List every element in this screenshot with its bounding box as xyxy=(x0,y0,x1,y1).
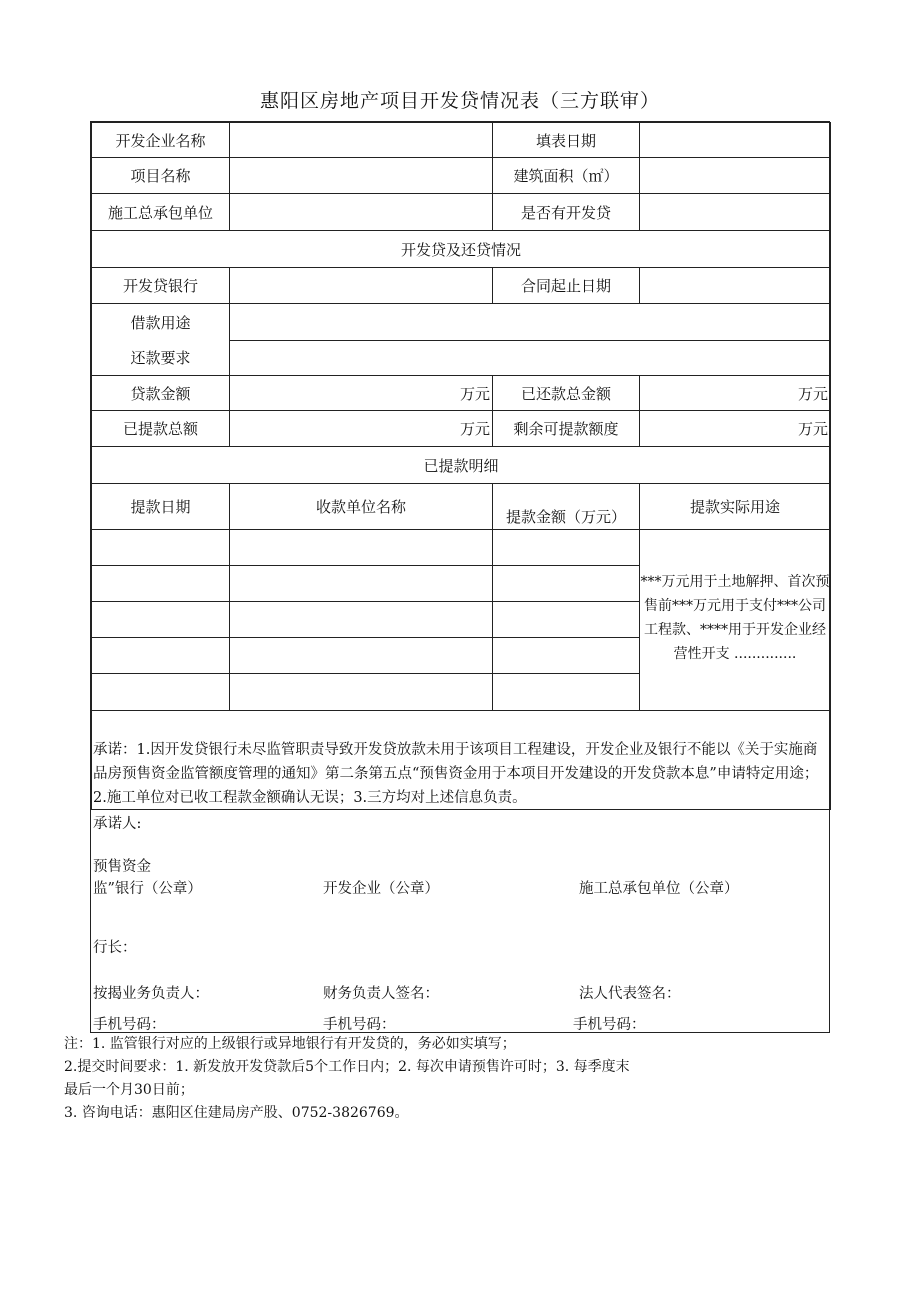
detail-date-cell[interactable] xyxy=(91,673,230,711)
col-amount-header: 提款金额（万元） xyxy=(492,483,640,530)
phone-label: 手机号码： xyxy=(573,1017,646,1033)
mortgage-person-label: 按揭业务负责人： xyxy=(93,986,209,1002)
detail-date-cell[interactable] xyxy=(91,601,230,638)
detail-date-cell[interactable] xyxy=(91,529,230,566)
detail-section-heading: 已提款明细 xyxy=(91,446,831,484)
detail-amount-cell[interactable] xyxy=(492,637,640,674)
footer-note: 最后一个月30日前； xyxy=(64,1082,194,1098)
has-loan-field[interactable] xyxy=(639,193,831,231)
fill-date-label: 填表日期 xyxy=(492,122,640,158)
detail-amount-cell[interactable] xyxy=(492,673,640,711)
drawn-total-field[interactable]: 万元 xyxy=(229,410,493,447)
bank-seal-label: 监”银行（公章） xyxy=(93,881,202,897)
footer-note: 注：1. 监管银行对应的上级银行或异地银行有开发贷的，务必如实填写； xyxy=(64,1036,516,1052)
col-payee-header: 收款单位名称 xyxy=(229,483,493,530)
finance-person-label: 财务负责人签名： xyxy=(323,986,439,1002)
col-use-header: 提款实际用途 xyxy=(639,483,831,530)
purpose-label: 借款用途 xyxy=(91,303,230,341)
bank-field[interactable] xyxy=(229,267,493,304)
committer-label: 承诺人: xyxy=(93,816,142,832)
purpose-field[interactable] xyxy=(229,303,831,341)
footer-notes xyxy=(64,1033,864,1125)
repaid-total-field[interactable]: 万元 xyxy=(639,375,831,411)
loan-section-heading: 开发贷及还贷情况 xyxy=(91,230,831,268)
developer-label: 开发企业名称 xyxy=(91,122,230,158)
project-label: 项目名称 xyxy=(91,157,230,194)
detail-payee-cell[interactable] xyxy=(229,565,493,602)
contract-period-field[interactable] xyxy=(639,267,831,304)
page-title: 惠阳区房地产项目开发贷情况表（三方联审） xyxy=(259,90,660,112)
contractor-seal-label: 施工总承包单位（公章） xyxy=(579,881,739,897)
repaid-total-label: 已还款总金额 xyxy=(492,375,640,411)
detail-amount-cell[interactable] xyxy=(492,565,640,602)
phone-label: 手机号码： xyxy=(323,1017,396,1033)
developer-field[interactable] xyxy=(229,122,493,158)
project-field[interactable] xyxy=(229,157,493,194)
contractor-label: 施工总承包单位 xyxy=(91,193,230,231)
detail-date-cell[interactable] xyxy=(91,565,230,602)
commitment-text: 承诺：1.因开发贷银行未尽监管职责导致开发贷放款未用于该项目工程建设，开发企业及银行不能以《关于实施商品房预售资金监管额度管理的通知》第二条第五点“预售资金用于本项目开发建设的开发贷款本息”申请特定用途；2.施工单位对已收工程款金额确认无误；3.三方均对上述信息负责。 xyxy=(93,742,819,806)
drawn-total-label: 已提款总额 xyxy=(91,410,230,447)
loan-amount-field[interactable]: 万元 xyxy=(229,375,493,411)
footer-note: 3. 咨询电话：惠阳区住建局房产股、0752-3826769。 xyxy=(64,1105,409,1121)
detail-payee-cell[interactable] xyxy=(229,529,493,566)
detail-amount-cell[interactable] xyxy=(492,601,640,638)
footer-note: 2.提交时间要求：1. 新发放开发贷款后5个工作日内；2. 每次申请预售许可时；3. 每季度末 xyxy=(64,1059,630,1075)
remaining-field[interactable]: 万元 xyxy=(639,410,831,447)
legal-rep-label: 法人代表签名： xyxy=(579,986,681,1002)
area-label: 建筑面积（㎡） xyxy=(492,157,640,194)
contract-period-label: 合同起止日期 xyxy=(492,267,640,304)
remaining-label: 剩余可提款额度 xyxy=(492,410,640,447)
detail-payee-cell[interactable] xyxy=(229,673,493,711)
area-field[interactable] xyxy=(639,157,831,194)
contractor-field[interactable] xyxy=(229,193,493,231)
bank-seal-line1: 预售资金 xyxy=(93,859,151,875)
actual-use-text: ***万元用于土地解押、首次预售前***万元用于支付***公司工程款、****用于开发企业经营性开支 .............. xyxy=(640,574,830,662)
col-date-header: 提款日期 xyxy=(91,483,230,530)
phone-label: 手机号码： xyxy=(93,1017,166,1033)
has-loan-label: 是否有开发贷 xyxy=(492,193,640,231)
loan-amount-label: 贷款金额 xyxy=(91,375,230,411)
developer-seal-label: 开发企业（公章） xyxy=(323,881,439,897)
loan-form xyxy=(90,121,830,1033)
president-label: 行长： xyxy=(93,940,137,956)
detail-date-cell[interactable] xyxy=(91,637,230,674)
bank-label: 开发贷银行 xyxy=(91,267,230,304)
detail-amount-cell[interactable] xyxy=(492,529,640,566)
detail-payee-cell[interactable] xyxy=(229,637,493,674)
repay-req-field[interactable] xyxy=(229,340,831,376)
repay-req-label: 还款要求 xyxy=(91,340,230,376)
detail-payee-cell[interactable] xyxy=(229,601,493,638)
fill-date-field[interactable] xyxy=(639,122,831,158)
